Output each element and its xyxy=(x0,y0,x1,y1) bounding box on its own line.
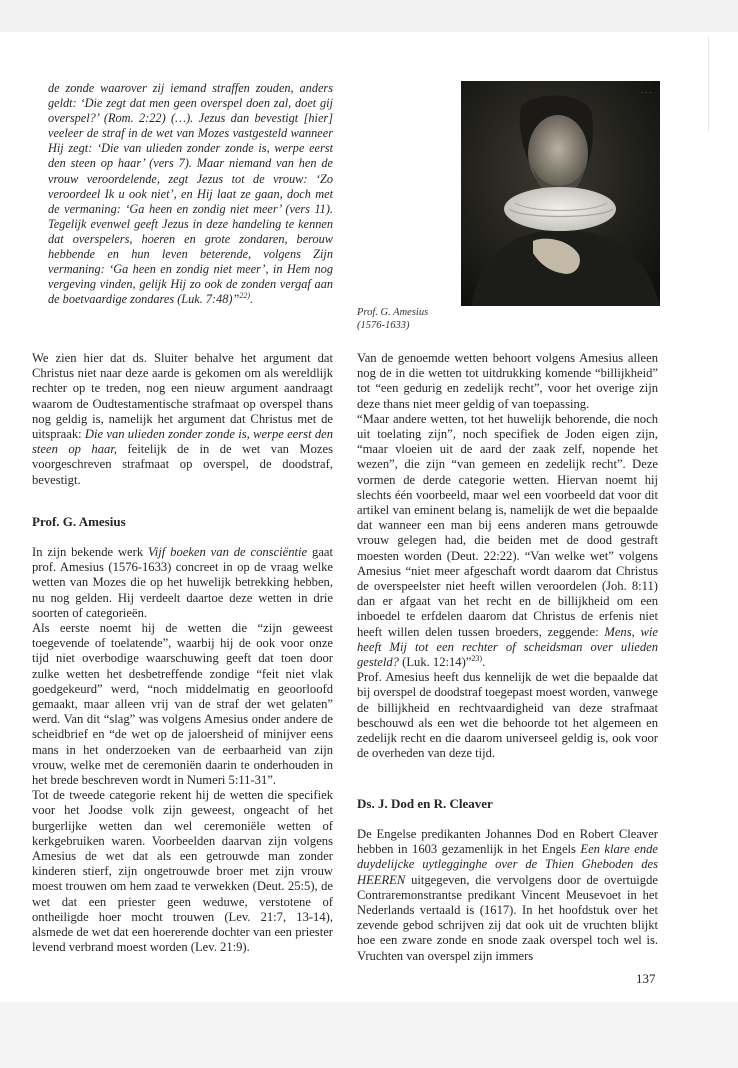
left-paragraph-sluiter: We zien hier dat ds. Sluiter behalve het argument dat Christus niet naar deze aarde is gekomen om als wereldlijk rechter op te treden, nog een nieuw argument aandraagt waarom de Oudtestamentische strafmaat op overspel thans nog geldig is, namelijk het argument dat Christus met de uitspraak: Die van ulieden zonder zonde is, werpe eerst den steen op haar, feitelijk de in de wet van Mozes voorgeschreven strafmaat op overspel, de doodstraf, bevestigt. xyxy=(32,351,334,487)
amesius-paragraph-3: Tot de tweede categorie rekent hij de wetten die specifiek voor het Joodse volk zijn geweest, ongeacht of het burgerlijke wetten dan wel ceremoniële wetten of kerkgebruiken waren. Voorbeelden daarvan zijn volgens Amesius de wet dat als een getrouwde man zonder kinderen stierf, zijn ongetrouwde broer met zijn vrouw moest trouwen om hem zaad te verwekken (Deut. 25:5), de wet dat een priester geen weduwe, verstotene of ontheiligde hoer mocht trouwen (Lev. 21:7, 13-14), alsmede de wet dat een hoererende dochter van een priester levend verbrand moest worden (Lev. 21:9). xyxy=(32,788,333,955)
section-heading-amesius: Prof. G. Amesius xyxy=(32,514,126,529)
dod-paragraph-1: De Engelse predikanten Johannes Dod en Robert Cleaver hebben in 1603 gezamenlijk in het Engels Een klare ende duydelijcke uytlegginghe over de Thien Gheboden des HEEREN uitgegeven, die vervolgens door de overtuigde Contraremonstrantse predikant Vincent Meusevoet in het Nederlands vertaald is (1617). In het hoofdstuk over het zevende gebod schrijven zij dat ook uit de vruchten blijkt hoe een zware zonde en snode zaak overspel toch wel is. Vruchten van overspel zijn immers xyxy=(357,827,658,963)
amesius-paragraph-2: Als eerste noemt hij de wetten die “zijn geweest toegevende of toelatende”, waarbij hij de ook voor onze tijd niet overbodige waarschuwing geeft dat toen door zulke wetten het desbetreffende zondige “feit niet vlak goedgekeurd” werd, “noch middelmatig en geoorloofd gemaakt, maar alleen vrij van de straf der wet gelaten” werd. Van dit “slag” was volgens Amesius onder andere de scheidbrief en “de wet op de jaloersheid of minijver eens mans in het onderzoeken van de eerbaarheid van zijn vrouw, welke met de ceremoniën daarin te onderhouden in het brede beschreven wordt in Numeri 5:11-31”. xyxy=(32,621,333,788)
right-paragraph-2: “Maar andere wetten, tot het huwelijk behorende, die noch uit toelating zijn”, noch specifiek de Joden eigen zijn, “maar vloeien uit de aard der zaak zelf, nopende het wezen”, die zijn “van gemeen en zedelijk recht”. Deze vormen de derde categorie wetten. Hiervan noemt hij slechts één voorbeeld, maar wel een voorbeeld dat voor dit artikel van eminent belang is, namelijk de wet die bepaalde dat wanneer een man bij eens anderen mans getrouwde vrouw gelegen had, die beiden met de dood gestraft moesten worden (Deut. 22:22). “Van welke wet” volgens Amesius “niet meer afgeschaft wordt daarom dat Christus de overspeelster niet heeft willen veroordelen (Joh. 8:11) dan er afgaat van het recht en de billijkheid om een inboedel te erfdelen daarom dat Christus de erfenis niet heeft willen delen tussen broeders, zeggende: Mens, wie heeft Mij tot een rechter of scheidsman over ulieden gesteld? (Luk. 12:14)”$^{23)}$. xyxy=(357,411,658,670)
right-column-text xyxy=(357,351,658,761)
amesius-paragraph-1: In zijn bekende werk Vijf boeken van de consciëntie gaat prof. Amesius (1576-1633) concreet in op de vraag welke wetten van Mozes die op het huwelijk betrekking hebben, nu nog gelden. Hij verdeelt daartoe deze wetten in drie soorten of categorieën. xyxy=(32,545,334,620)
book-title-dod: Een klare ende duydelijcke uytlegginghe over de Thien Gheboden des HEEREN xyxy=(357,842,658,887)
bottom-margin-band xyxy=(0,1002,738,1068)
portrait-caption xyxy=(357,307,457,332)
italic-bible-quote: Mens, wie heeft Mij tot een rechter of scheidsman over ulieden gesteld? xyxy=(357,624,658,670)
footnote-ref-22: 22) xyxy=(239,291,251,301)
page-edge-line xyxy=(708,36,709,132)
portrait-amesius xyxy=(461,81,660,306)
page-number: 137 xyxy=(636,971,656,986)
caption-years: (1576-1633) xyxy=(357,319,410,331)
svg-text:· · ·: · · · xyxy=(641,89,652,97)
dod-cleaver-text xyxy=(357,827,658,964)
right-paragraph-1: Van de genoemde wetten behoort volgens Amesius alleen nog de in die wetten tot uitdrukking komende “billijkheid” tot “een gedurig en zedelijk recht”, voor het overige zijn deze thans niet meer geldig of van toepassing. xyxy=(357,351,658,411)
right-paragraph-3: Prof. Amesius heeft dus kennelijk de wet die bepaalde dat bij overspel de doodstraf toegepast moest worden, vanwege de billijkheid en rechtvaardigheid van deze strafmaat beschouwd als een wet die behoorde tot het algemeen en zedelijk recht en die daarom universeel geldig is, ook voor de overheden van deze tijd. xyxy=(357,670,658,761)
book-title: Vijf boeken van de consciëntie xyxy=(148,545,308,559)
quotation-text: de zonde waarover zij iemand straffen zouden, anders geldt: ‘Die zegt dat men geen overspel doen zal, doet gij overspel?’ (Rom. 2:22) (…). Jezus dan bevestigt [hier] veeleer de straf in de wet van Mozes vastgesteld wanneer Hij zegt: ‘Die van ulieden zonder zonde is, werpe eerst den steen op haar’ (vers 7). Maar niemand van hen de vrouw veroordelende, zegt Jezus tot de vrouw: ‘Zo veroordeel Ik u ook niet’, en Hij laat ze gaan, doch met de vermaning: ‘Ga heen en zondig niet meer’ (vers 11). Tegelijk evenwel geeft Jezus in deze handeling te kennen dat overspelers, hoeren en grote zondaren, berouw hebbende en hun leven beterende, volgens Zijn vermaning: ‘Ga heen en zondig niet meer’, in Hem nog vergeving vinden, gelijk Hij zo ook de zonden vergaf aan de boetvaardige zondares (Luk. 7:48)” xyxy=(48,81,333,307)
caption-name: Prof. G. Amesius xyxy=(357,307,429,318)
quotation-block: de zonde waarover zij iemand straffen zouden, anders geldt: ‘Die zegt dat men geen overspel doen zal, doet gij overspel?’ (Rom. 2:22) (…). Jezus dan bevestigt [hier] veeleer de straf in de wet van Mozes vastgesteld wanneer Hij zegt: ‘Die van ulieden zonder zonde is, werpe eerst den steen op haar’ (vers 7). Maar niemand van hen de vrouw veroordelende, zegt Jezus tot de vrouw: ‘Zo veroordeel Ik u ook niet’, en Hij laat ze gaan, doch met de vermaning: ‘Ga heen en zondig niet meer’ (vers 11). Tegelijk evenwel geeft Jezus in deze handeling te kennen dat overspelers, hoeren en grote zondaren, berouw hebbende en hun leven beterende, volgens Zijn vermaning: ‘Ga heen en zondig niet meer’, in Hem nog vergeving vinden, gelijk Hij zo ook de zonden vergaf aan de boetvaardige zondares (Luk. 7:48)”$^{22)}$. xyxy=(48,81,333,307)
amesius-text-left xyxy=(32,545,333,955)
top-margin-band xyxy=(0,0,738,32)
footnote-ref-23: 23) xyxy=(471,653,483,663)
section-heading-dod-cleaver: Ds. J. Dod en R. Cleaver xyxy=(357,796,493,811)
italic-citation: Die van ulieden zonder zonde is, werpe eerst den steen op haar, xyxy=(32,427,334,457)
